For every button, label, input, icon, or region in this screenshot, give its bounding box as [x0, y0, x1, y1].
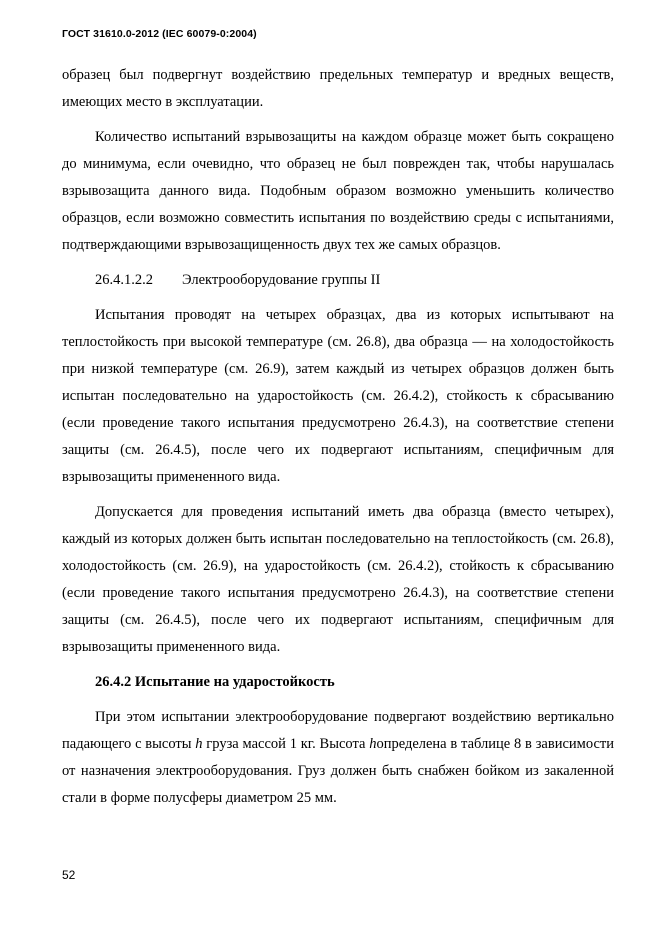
clause-title: Электрооборудование группы II [182, 272, 381, 288]
page-body [62, 62, 614, 812]
paragraph-continuation: образец был подвергнут воздействию предельных температур и вредных веществ, имеющих место в эксплуатации. [62, 67, 614, 110]
height-variable: h [195, 736, 203, 752]
paragraph-two-samples: Допускается для проведения испытаний иметь два образца (вместо четырех), каждый из которых должен быть испытан последовательно на теплостойкость (см. 26.8), холодостойкость (см. 26.9), на ударостойкость (см. 26.4.2), стойкость к сбрасыванию (если проведение такого испытания предусмотрено 26.4.3), на соответствие степени защиты (см. 26.4.5), после чего их подвергают испытаниям, специфичным для взрывозащиты примененного вида. [62, 504, 614, 655]
height-variable: h [369, 736, 377, 752]
section-heading: 26.4.2 Испытание на ударостойкость [95, 674, 335, 690]
impact-text-3: определена в таблице 8 в зависимости от назначения электрооборудования. Груз должен быть снабжен бойком из закаленной стали в форме полусферы диаметром 25 мм. [62, 736, 614, 806]
impact-text-2: груза массой 1 кг. Высота [202, 736, 370, 752]
paragraph-test-quantity: Количество испытаний взрывозащиты на каждом образце может быть сокращено до минимума, если очевидно, что образец не был поврежден так, чтобы нарушалась взрывозащита данного вида. Подобным образом возможно уменьшить количество образцов, если возможно совместить испытания по воздействию среды с испытаниями, подтверждающими взрывозащищенность двух тех же самых образцов. [62, 129, 614, 253]
clause-number: 26.4.1.2.2 [95, 272, 153, 288]
clause-heading [62, 267, 614, 294]
page-number: 52 [62, 868, 76, 882]
paragraph-impact-test [62, 704, 614, 812]
impact-text-1: При этом испытании электрооборудование подвергают воздействию вертикально падающего с высоты [62, 709, 614, 752]
document-header: ГОСТ 31610.0-2012 (IEC 60079-0:2004) [62, 28, 257, 40]
paragraph-group-ii-tests: Испытания проводят на четырех образцах, два из которых испытывают на теплостойкость при высокой температуре (см. 26.8), два образца — на холодостойкость при низкой температуре (см. 26.9), затем каждый из четырех образцов должен быть испытан последовательно на ударостойкость (см. 26.4.2), стойкость к сбрасыванию (если проведение такого испытания предусмотрено 26.4.3), на соответствие степени защиты (см. 26.4.5), после чего их подвергают испытаниям, специфичным для взрывозащиты примененного вида. [62, 307, 614, 485]
